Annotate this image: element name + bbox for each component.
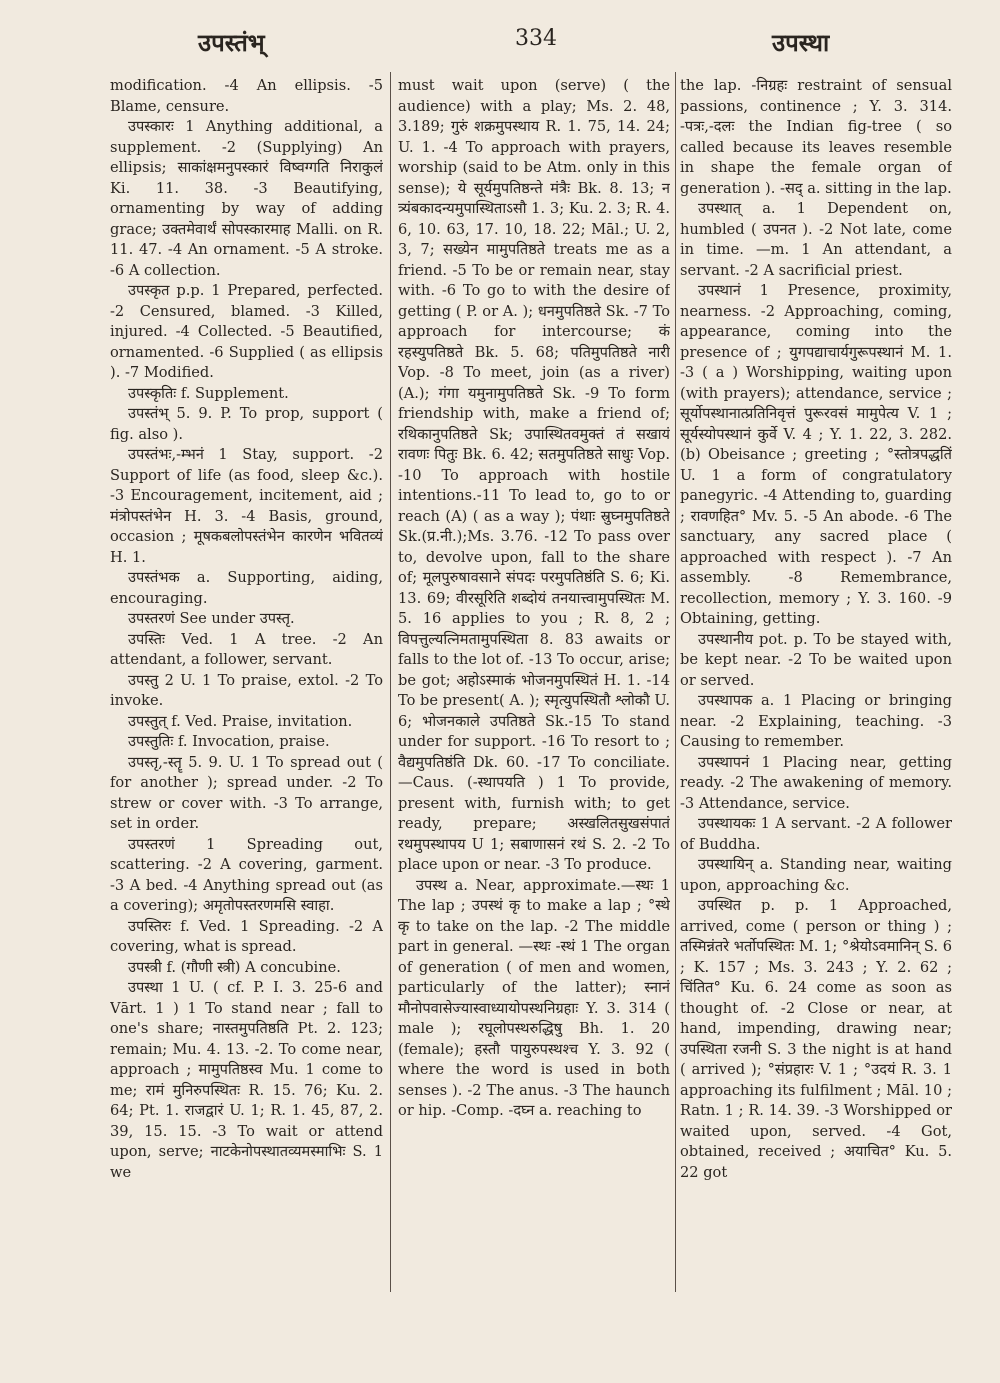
column-divider (675, 72, 676, 1292)
dictionary-entry: उपस्तिरः f. Ved. 1 Spreading. -2 A covering, what is spread. (110, 917, 383, 955)
dictionary-entry: उपस्था 1 U. ( cf. P. I. 3. 25-6 and Vārt. 1 ) 1 To stand near ; fall to one's share; नास्तमुपतिष्ठति Pt. 2. 123; remain; Mu. 4. 13. -2. To come near, approach ; मामुपतिष्ठस्व Mu. 1 come to me; रामं मुनिरुपस्थितः R. 15. 76; Ku. 2. 64; Pt. 1. राजद्वारं U. 1; R. 1. 45, 87, 2. 39, 15. 15. -3 To wait or attend upon, serve; नाटकेनोपस्थातव्यमस्माभिः S. 1 we (110, 979, 383, 1181)
dictionary-entry: modification. -4 An ellipsis. -5 Blame, censure. (110, 77, 383, 115)
dictionary-entry: उपस्थानीय pot. p. To be stayed with, be kept near. -2 To be waited upon or served. (680, 630, 952, 689)
left-running-headword: उपस्तंभ् (198, 28, 265, 57)
dictionary-entry: उपस्थ a. Near, approximate.—स्थः 1 The lap ; उपस्थं कृ to make a lap ; °स्थे कृ to take on the lap. -2 The middle part in general. —स्थः -स्थं 1 The organ of generation ( of men and women, particularly of the latter); स्नानं मौनोपवासेज्यास्वाध्यायोपस्थनिग्रहाः Y. 3. 314 ( male ); रघूलोपस्थरुद्धिषु Bh. 1. 20 (female); हस्तौ पायुरुपस्थश्च Y. 3. 92 ( where the word is used in both senses ). -2 The anus. -3 The haunch or hip. -Comp. -दघ्न a. reaching to (398, 876, 670, 1119)
dictionary-entry: उपस्तरणं See under उपस्तृ. (128, 610, 295, 627)
dictionary-entry: उपस्कारः 1 Anything additional, a supplement. -2 (Supplying) An ellipsis; साकांक्षमनुपस्कारं विष्वग्गति निराकुलं Ki. 11. 38. -3 Beautifying, ornamenting by way of adding grace; उक्तमेवार्थं सोपस्कारमाह Malli. on R. 11. 47. -4 An ornament. -5 A stroke. -6 A collection. (110, 118, 383, 279)
dictionary-entry: उपस्कृत p.p. 1 Prepared, perfected. -2 Censured, blamed. -3 Killed, injured. -4 Collected. -5 Beautified, ornamented. -6 Supplied ( as ellipsis ). -7 Modified. (110, 282, 383, 381)
dictionary-entry: उपस्थायिन् a. Standing near, waiting upon, approaching &c. (680, 856, 952, 894)
dictionary-entry: उपस्तंभः,-म्भनं 1 Stay, support. -2 Support of life (as food, sleep &c.). -3 Encouragement, incitement, aid ; मंत्रोपस्तंभेन H. 3. -4 Basis, ground, occasion ; मूषकबलोपस्तंभेन कारणेन भवितव्यं H. 1. (110, 446, 383, 566)
dictionary-entry: उपस्तु 2 U. 1 To praise, extol. -2 To invoke. (110, 671, 383, 709)
dictionary-entry: उपस्थित p. p. 1 Approached, arrived, come ( person or thing ) ; तस्मिन्नंतरे भर्तोपस्थितः M. 1; °श्रेयोऽवमानिन् S. 6 ; K. 157 ; Ms. 3. 243 ; Y. 2. 62 ; चिंतित° Ku. 6. 24 come as soon as thought of. -2 Close or near, at hand, impending, drawing near; उपस्थिता रजनी S. 3 the night is at hand ( arrived ); °संप्रहारः V. 1 ; °उदयं R. 3. 1 approaching its fulfilment ; Māl. 10 ; Ratn. 1 ; R. 14. 39. -3 Worshipped or waited upon, served. -4 Got, obtained, received ; अयाचित° Ku. 5. 22 got (680, 897, 952, 1181)
dictionary-entry: उपस्तंभक a. Supporting, aiding, encouraging. (110, 569, 383, 607)
dictionary-entry: उपस्तंभ् 5. 9. P. To prop, support ( fig. also ). (110, 405, 383, 443)
dictionary-entry: उपस्तुत् f. Ved. Praise, invitation. (128, 712, 353, 730)
column-1 (110, 76, 383, 1316)
dictionary-entry: उपस्तरणं 1 Spreading out, scattering. -2 A covering, garment. -3 A bed. -4 Anything spread out (as a covering); अमृतोपस्तरणमसि स्वाहा. (110, 835, 383, 914)
dictionary-entry: must wait upon (serve) ( the audience) with a play; Ms. 2. 48, 3.189; गुरुं शक्रमुपस्थाय R. 1. 75, 14. 24; U. 1. -4 To approach with prayers, worship (said to be Atm. only in this sense); ये सूर्यमुपतिष्ठन्ते मंत्रैः Bk. 8. 13; न त्र्यंबकादन्यमुपास्थिताऽसौ 1. 3; Ku. 2. 3; R. 4. 6, 10. 63, 17. 10, 18. 22; Māl.; U. 2, 3, 7; सख्येन मामुपतिष्ठते treats me as a friend. -5 To be or remain near, stay with. -6 To go to with the desire of getting ( P. or A. ); धनमुपतिष्ठते Sk. -7 To approach for intercourse; कं रहस्युपतिष्ठते Bk. 5. 68; पतिमुपतिष्ठते नारी Vop. -8 To meet, join (as a river) (A.); गंगा यमुनामुपतिष्ठते Sk. -9 To form friendship with, make a friend of; रथिकानुपतिष्ठते Sk; उपास्थितवमुक्तं तं सखायं रावणः पितुः Bk. 6. 42; सतमुपतिष्ठते साधुः Vop. -10 To approach with hostile intentions.-11 To lead to, go to or reach (A) ( as a way ); पंथाः स्रुघ्नमुपतिष्ठते Sk.(प्र.नी.);Ms. 3.76. -12 To pass over to, devolve upon, fall to the share of; मूलपुरुषावसाने संपदः परमुपतिष्ठंति S. 6; Ki. 13. 69; वीरसूरिति शब्दोयं तनयात्त्वामुपस्थितः M. 5. 16 applies to you ; R. 8, 2 ; विपत्तुल्यत्निमतामुपस्थिता 8. 83 awaits or falls to the lot of. -13 To occur, arise; be got; अहोऽस्माकं भोजनमुपस्थितं H. 1. -14 To be present( A. ); स्मृत्युपस्थितौ श्लोकौ U. 6; भोजनकाले उपतिष्ठते Sk.-15 To stand under for support. -16 To resort to ; वैद्यमुपतिष्ठंति Dk. 60. -17 To conciliate. —Caus. (-स्थापयति ) 1 To provide, present with, furnish with; to get ready, prepare; अस्खलितसुखसंपातं रथमुपस्थापय U 1; सबाणासनं रथं S. 2. -2 To place upon or near. -3 To produce. (398, 77, 670, 873)
dictionary-entry: उपस्तुतिः f. Invocation, praise. (128, 733, 330, 750)
column-divider (390, 72, 391, 1292)
dictionary-entry: उपस्थापक a. 1 Placing or bringing near. -2 Explaining, teaching. -3 Causing to remember. (680, 692, 952, 750)
dictionary-entry: the lap. -निग्रहः restraint of sensual passions, continence ; Y. 3. 314. -पत्रः,-दलः the Indian fig-tree ( so called because its leaves resemble in shape the female organ of generation ). -सद् a. sitting in the lap. (680, 77, 952, 197)
dictionary-entry: उपस्तृ,-स्तॄ 5. 9. U. 1 To spread out ( for another ); spread under. -2 To strew or cover with. -3 To arrange, set in order. (110, 753, 383, 832)
page-number: 334 (515, 26, 557, 51)
dictionary-entry: उपस्थानं 1 Presence, proximity, nearness. -2 Approaching, coming, appearance, coming into the presence of ; युगपद्याचार्यगुरूपस्थानं M. 1. -3 ( a ) Worshipping, waiting upon (with prayers); attendance, service ; सूर्योपस्थानात्प्रतिनिवृत्तं पुरूरवसं मामुपेत्य V. 1 ; सूर्यस्योपस्थानं कुर्वे V. 4 ; Y. 1. 22, 3. 282. (b) Obeisance ; greeting ; °स्तोत्रपद्धतिं U. 1 a form of congratulatory panegyric. -4 Attending to, guarding ; रावणहित° Mv. 5. -5 An abode. -6 The sanctuary, any sacred place ( approached with respect ). -7 An assembly. -8 Remembrance, recollection, memory ; Y. 3. 160. -9 Obtaining, getting. (680, 282, 952, 627)
column-2 (398, 76, 670, 1316)
column-3 (680, 76, 952, 1316)
dictionary-entry: उपस्तिः Ved. 1 A tree. -2 An attendant, a follower, servant. (110, 630, 383, 668)
dictionary-entry: उपस्त्री f. (गौणी स्त्री) A concubine. (128, 958, 341, 976)
right-running-headword: उपस्था (772, 28, 830, 57)
page-header (100, 26, 890, 66)
dictionary-entry: उपस्थापनं 1 Placing near, getting ready. -2 The awakening of memory. -3 Attendance, service. (680, 753, 952, 812)
dictionary-entry: उपस्थात् a. 1 Dependent on, humbled ( उपनत ). -2 Not late, come in time. —m. 1 An attendant, a servant. -2 A sacrificial priest. (680, 200, 952, 279)
dictionary-entry: उपस्थायकः 1 A servant. -2 A follower of Buddha. (680, 815, 952, 853)
dictionary-entry: उपस्कृतिः f. Supplement. (128, 384, 289, 402)
